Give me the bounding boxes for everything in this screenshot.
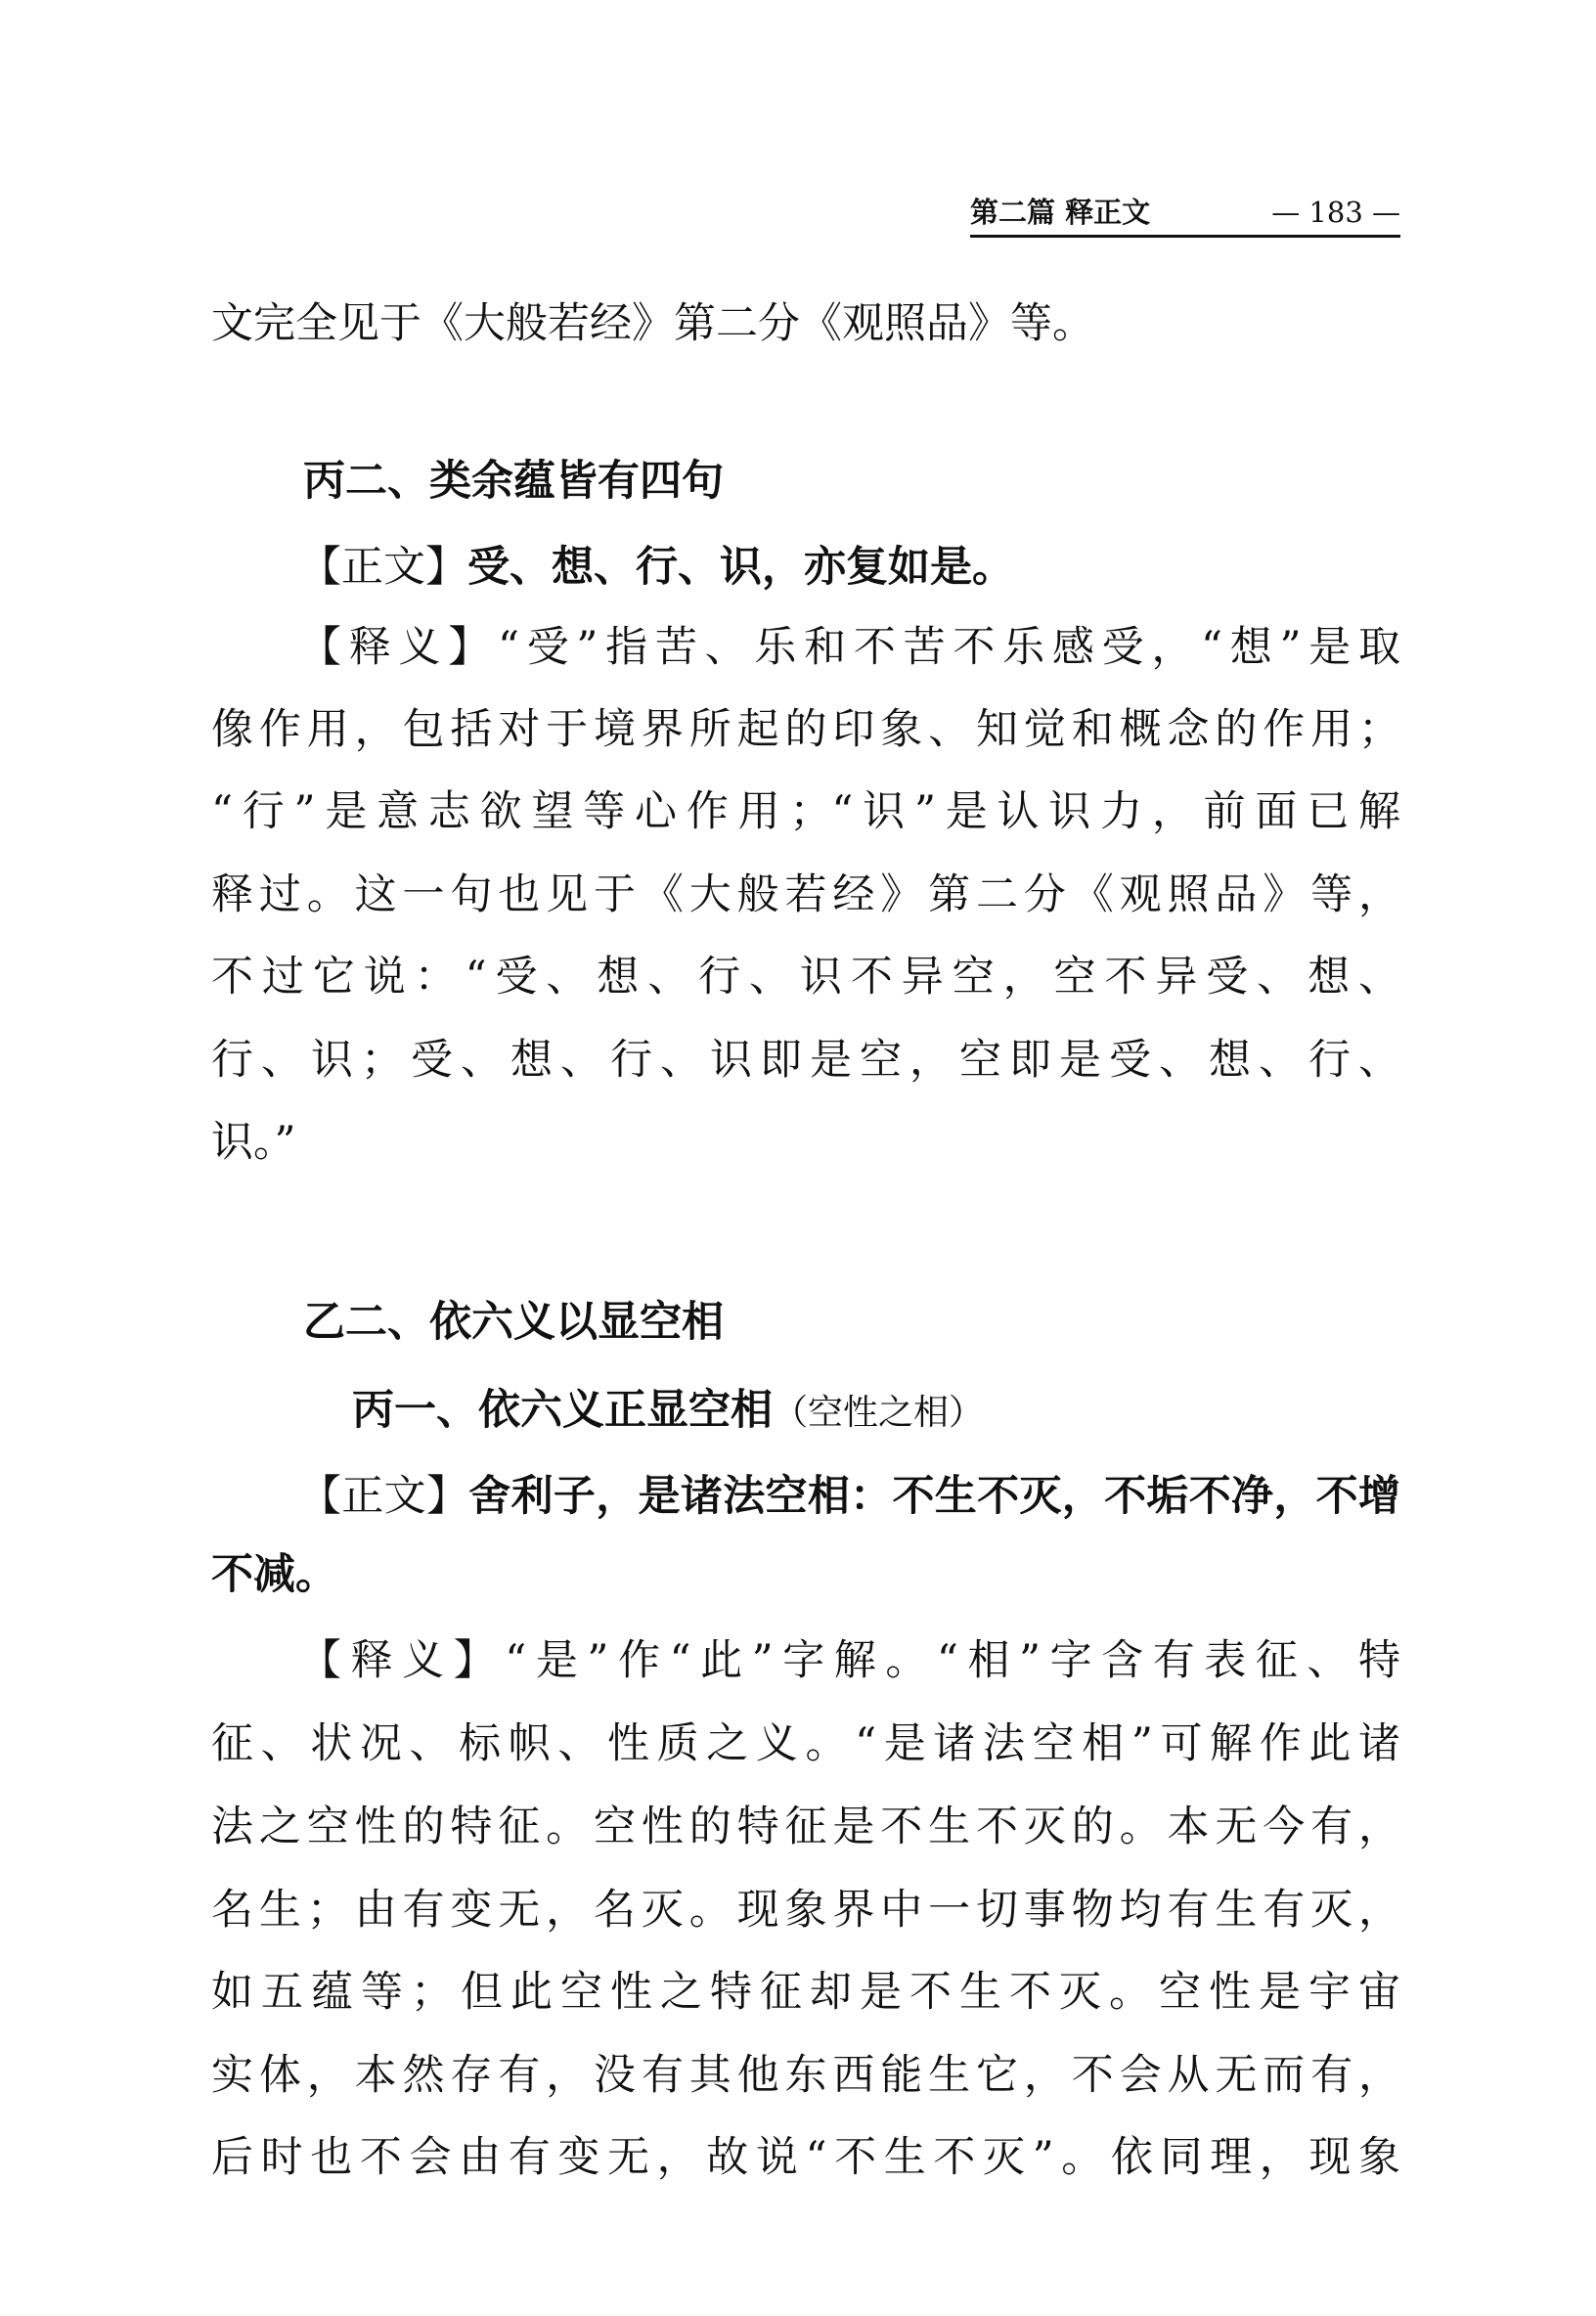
- header-section-title: 第二篇 释正文: [970, 196, 1151, 229]
- shiyi-2-line-6: 实体，本然存有，没有其他东西能生它，不会从无而有，: [211, 2051, 1400, 2100]
- zhengwen-2-label: 【正文】: [299, 1472, 469, 1521]
- shiyi-1-line-1: 【释义】“受”指苦、乐和不苦不乐感受，“想”是取: [299, 623, 1400, 672]
- heading-bing-1-note: （空性之相）: [773, 1393, 985, 1433]
- shiyi-2-line-1: 【释义】“是”作“此”字解。“相”字含有表征、特: [299, 1636, 1400, 1685]
- shiyi-2-line-3: 法之空性的特征。空性的特征是不生不灭的。本无今有，: [211, 1803, 1400, 1851]
- zhengwen-label: 【正文】: [299, 543, 467, 592]
- heading-bing-1: [352, 1383, 984, 1441]
- heading-bing-1-title: 丙一、依六义正显空相: [352, 1386, 773, 1435]
- heading-yi-2: 乙二、依六义以显空相: [303, 1298, 724, 1347]
- heading-bing-2: 丙二、类余蕴皆有四句: [303, 457, 724, 506]
- shiyi-1-line-7: 识。”: [211, 1118, 296, 1167]
- zhengwen-2-text: 舍利子，是诸法空相：不生不灭，不垢不净，不增: [468, 1472, 1401, 1521]
- shiyi-2-line-2: 征、状况、标帜、性质之义。“是诸法空相”可解作此诸: [211, 1719, 1400, 1768]
- shiyi-1-line-2: 像作用，包括对于境界所起的印象、知觉和概念的作用；: [211, 705, 1400, 754]
- shiyi-1-line-3: “行”是意志欲望等心作用；“识”是认识力，前面已解: [211, 787, 1400, 836]
- zhengwen-text: 受、想、行、识，亦复如是。: [467, 543, 1014, 592]
- shiyi-1-line-6: 行、识；受、想、行、识即是空，空即是受、想、行、: [211, 1036, 1400, 1085]
- continuation-line: 文完全见于《大般若经》第二分《观照品》等。: [211, 299, 1094, 348]
- shiyi-2-line-4: 名生；由有变无，名灭。现象界中一切事物均有生有灭，: [211, 1886, 1400, 1935]
- zhengwen-2-line-1: [299, 1469, 1400, 1524]
- shiyi-1-line-5: 不过它说：“受、想、行、识不异空，空不异受、想、: [211, 953, 1400, 1002]
- shiyi-2-line-5: 如五蕴等；但此空性之特征却是不生不灭。空性是宇宙: [211, 1968, 1400, 2017]
- zhengwen-2-line-2: 不减。: [211, 1550, 337, 1599]
- shiyi-1-line-4: 释过。这一句也见于《大般若经》第二分《观照品》等，: [211, 870, 1400, 919]
- running-header: [970, 190, 1400, 238]
- zhengwen-1: [299, 540, 1400, 595]
- shiyi-2-line-7: 后时也不会由有变无，故说“不生不灭”。依同理，现象: [211, 2133, 1400, 2182]
- page-number: — 183 —: [1271, 196, 1400, 229]
